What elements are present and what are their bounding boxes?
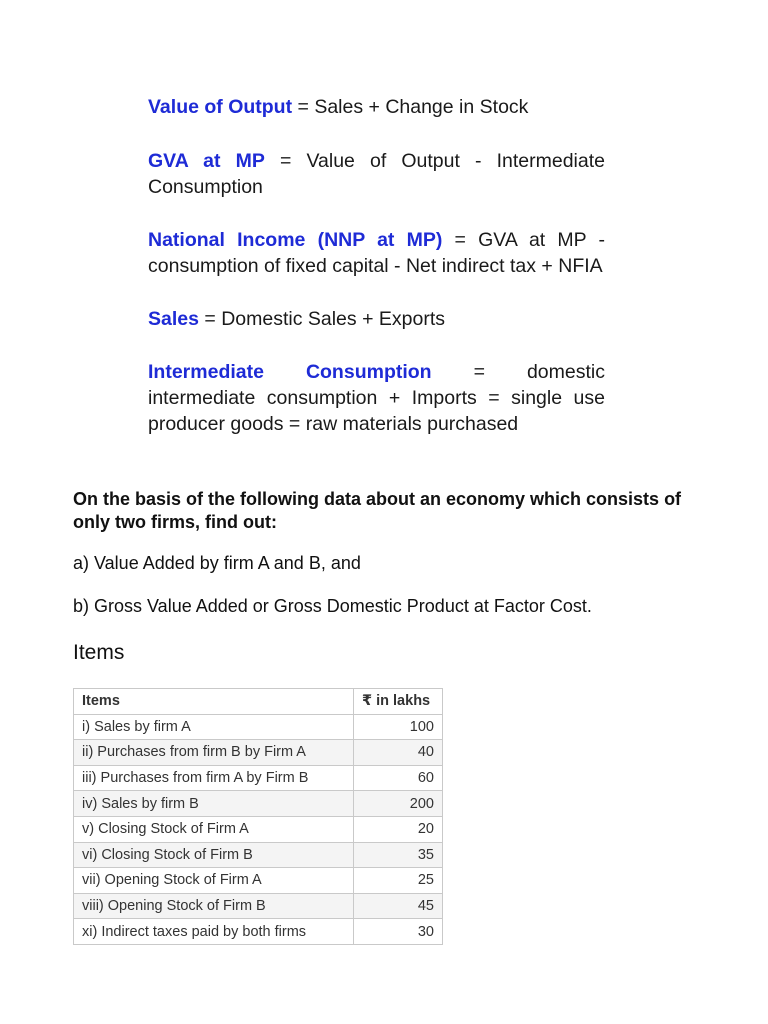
formula-term: GVA at MP <box>148 150 265 172</box>
question-prompt: On the basis of the following data about an economy which consists of only two firms, find out: <box>73 489 682 532</box>
table-row <box>74 791 443 817</box>
formula-definition: = GVA at MP - consumption of fixed capital - Net indirect tax + NFIA <box>148 229 605 277</box>
header-amount: ₹ in lakhs <box>354 689 443 715</box>
table-row <box>74 714 443 740</box>
table-row <box>74 740 443 766</box>
formula-intermediate-consumption <box>148 359 605 437</box>
item-cell: iii) Purchases from firm A by Firm B <box>74 765 354 791</box>
value-cell: 45 <box>354 893 443 919</box>
value-cell: 30 <box>354 919 443 945</box>
formula-term: Value of Output <box>148 96 293 118</box>
formula-definition: = domestic intermediate consumption + Imports = single use producer goods = raw materials purchased <box>148 361 605 435</box>
formula-value-of-output <box>148 94 605 120</box>
table-row <box>74 868 443 894</box>
value-cell: 200 <box>354 791 443 817</box>
item-cell: v) Closing Stock of Firm A <box>74 816 354 842</box>
value-cell: 40 <box>354 740 443 766</box>
formula-sales <box>148 306 605 332</box>
formula-national-income <box>148 227 605 279</box>
table-row <box>74 919 443 945</box>
formula-definition: = Sales + Change in Stock <box>292 96 529 118</box>
value-cell: 20 <box>354 816 443 842</box>
value-cell: 60 <box>354 765 443 791</box>
value-cell: 100 <box>354 714 443 740</box>
value-cell: 35 <box>354 842 443 868</box>
formula-definition: = Domestic Sales + Exports <box>198 308 445 330</box>
item-cell: i) Sales by firm A <box>74 714 354 740</box>
value-cell: 25 <box>354 868 443 894</box>
item-cell: vii) Opening Stock of Firm A <box>74 868 354 894</box>
question-part-a: a) Value Added by firm A and B, and <box>73 553 361 573</box>
table-row <box>74 893 443 919</box>
header-items: Items <box>74 689 354 715</box>
formula-gva-at-mp <box>148 148 605 200</box>
item-cell: ii) Purchases from firm B by Firm A <box>74 740 354 766</box>
formula-definition: = Value of Output - Intermediate Consumption <box>148 150 605 198</box>
table-row <box>74 816 443 842</box>
formula-list <box>148 94 605 463</box>
data-table <box>73 688 443 945</box>
item-cell: iv) Sales by firm B <box>74 791 354 817</box>
formula-term: National Income (NNP at MP) <box>148 229 443 251</box>
table-header-row <box>74 689 443 715</box>
table-row <box>74 765 443 791</box>
table-row <box>74 842 443 868</box>
item-cell: viii) Opening Stock of Firm B <box>74 893 354 919</box>
items-heading: Items <box>73 641 125 664</box>
question-part-b: b) Gross Value Added or Gross Domestic Product at Factor Cost. <box>73 596 592 616</box>
formula-term: Sales <box>148 308 199 330</box>
item-cell: vi) Closing Stock of Firm B <box>74 842 354 868</box>
formula-term: Intermediate Consumption <box>148 361 432 383</box>
item-cell: xi) Indirect taxes paid by both firms <box>74 919 354 945</box>
